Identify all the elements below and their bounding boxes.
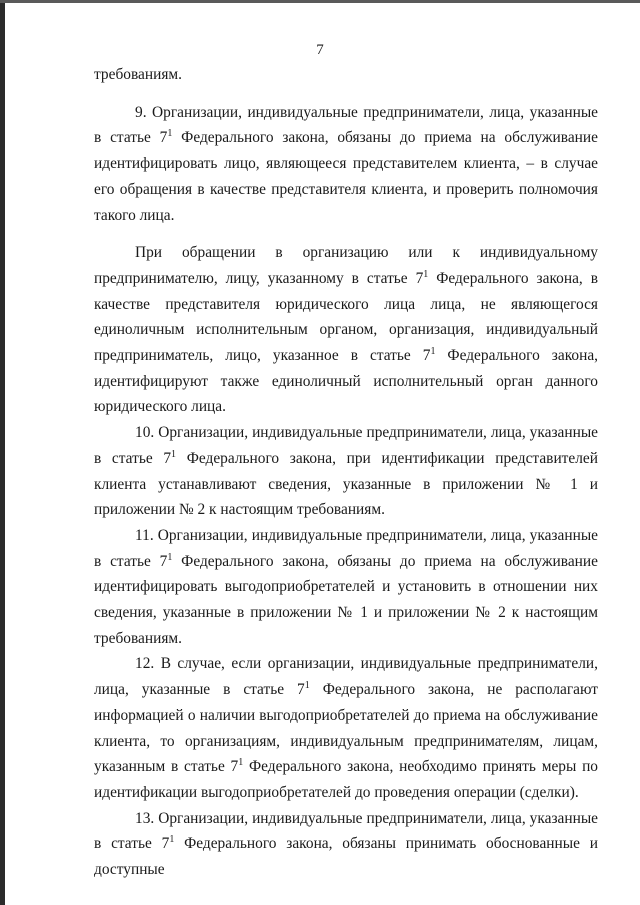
text-run: Федерального закона, при идентификации представителей клиента устанавливают сведения, указанные в приложении № 1 и приложении № 2 к настоящим требованиям. [94, 449, 598, 519]
scan-left-edge [0, 0, 5, 905]
text-run: 10. Организации, индивидуальные предприниматели, лица, указанные в статье 7 [94, 424, 598, 467]
document-body [94, 62, 598, 883]
text-run: 9. Организации, индивидуальные предприниматели, лица, указанные в статье 7 [94, 103, 598, 147]
text-run: 12. В случае, если организации, индивидуальные предприниматели, лица, указанные в статье 7 [94, 655, 598, 699]
superscript: 1 [304, 680, 310, 692]
text-run: Федерального закона, обязаны принимать обоснованные и доступные [94, 835, 598, 879]
text-run: требованиям. [94, 66, 183, 83]
superscript: 1 [167, 128, 173, 140]
paragraph-13 [94, 806, 598, 883]
superscript: 1 [167, 551, 173, 563]
text-run: 13. Организации, индивидуальные предприниматели, лица, указанные в статье 7 [94, 809, 598, 853]
page-number: 7 [316, 42, 324, 58]
text-run: Федерального закона, обязаны до приема на обслуживание идентифицировать выгодоприобретателей и установить в отношении них сведения, указанные в приложении № 1 и приложении № 2 к настоящим требованиям. [94, 552, 598, 647]
paragraph-12 [94, 651, 598, 805]
superscript: 1 [238, 757, 244, 769]
paragraph-10 [94, 420, 598, 523]
text-run: 11. Организации, индивидуальные предприниматели, лица, указанные в статье 7 [94, 526, 598, 570]
superscript: 1 [423, 268, 429, 280]
text-run: Федерального закона, не располагают информацией о наличии выгодоприобретателей до приема на обслуживание клиента, то организациям, индивидуальным предпринимателям, лицам, указанным в статье 7 [94, 681, 598, 776]
superscript: 1 [430, 346, 436, 358]
scan-top-edge [0, 0, 640, 3]
superscript: 1 [169, 834, 175, 846]
paragraph-continuation [94, 62, 598, 88]
paragraph-9-part-2 [94, 240, 598, 420]
paragraph-11 [94, 523, 598, 652]
superscript: 1 [171, 448, 177, 460]
text-run: Федерального закона, в качестве представителя юридического лица лица, не являющегося единоличным исполнительным органом, организация, индивидуальный предприниматель, лицо, указанное в статье 7 [94, 269, 598, 365]
text-run: Федерального закона, идентифицируют также единоличный исполнительный орган данного юридического лица. [94, 347, 598, 416]
paragraph-9 [94, 100, 598, 229]
text-run: При обращении в организацию или к индивидуальному предпринимателю, лицу, указанному в статье 7 [94, 244, 598, 287]
text-run: Федерального закона, необходимо принять меры по идентификации выгодоприобретателей до проведения операции (сделки). [94, 758, 598, 801]
text-run: Федерального закона, обязаны до приема на обслуживание идентифицировать лицо, являющееся представителем клиента, – в случае его обращения в качестве представителя клиента, и проверить полномочия такого лица. [94, 129, 598, 224]
